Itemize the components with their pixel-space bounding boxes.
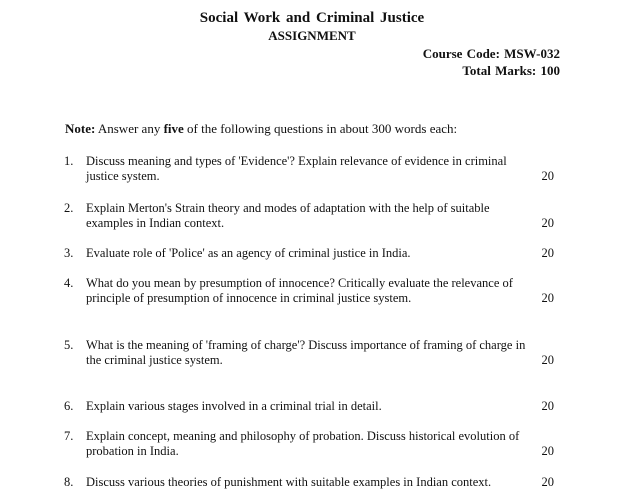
question-marks: 20	[541, 216, 554, 230]
question-item	[64, 399, 554, 414]
question-item	[64, 201, 554, 231]
course-code: Course Code: MSW-032	[422, 46, 560, 61]
question-item	[64, 475, 554, 490]
question-number: 1.	[64, 154, 74, 168]
question-number: 8.	[64, 475, 74, 489]
question-text: What do you mean by presumption of innocence? Critically evaluate the relevance of principle of presumption of innocence in criminal justice system.	[86, 276, 513, 305]
instructions-note	[65, 121, 457, 137]
question-text: Explain Merton's Strain theory and modes of adaptation with the help of suitable examples in Indian context.	[86, 201, 490, 230]
note-text-post: of the following questions in about 300 words each:	[183, 121, 458, 136]
question-marks: 20	[541, 353, 554, 367]
question-number: 2.	[64, 201, 74, 215]
question-number: 3.	[64, 246, 74, 260]
note-label: Note:	[65, 121, 96, 136]
question-marks: 20	[541, 444, 554, 458]
question-text: Discuss various theories of punishment with suitable examples in Indian context.	[86, 475, 492, 489]
page-subtitle: ASSIGNMENT	[268, 28, 356, 43]
question-item	[64, 154, 554, 184]
question-marks: 20	[541, 246, 554, 260]
page-title: Social Work and Criminal Justice	[199, 10, 425, 26]
question-text: Evaluate role of 'Police' as an agency of criminal justice in India.	[86, 246, 411, 260]
question-marks: 20	[541, 291, 554, 305]
question-item	[64, 276, 554, 306]
question-text: Explain various stages involved in a criminal trial in detail.	[86, 399, 382, 413]
question-text: What is the meaning of 'framing of charge'? Discuss importance of framing of charge in the criminal justice system.	[86, 338, 526, 367]
total-marks: Total Marks: 100	[462, 63, 560, 78]
note-text-pre: Answer any	[95, 121, 164, 136]
question-marks: 20	[541, 475, 554, 489]
question-item	[64, 429, 554, 459]
question-number: 6.	[64, 399, 74, 413]
question-item	[64, 246, 554, 261]
question-text: Discuss meaning and types of 'Evidence'? Explain relevance of evidence in criminal justice system.	[86, 154, 507, 183]
question-item	[64, 338, 554, 368]
question-marks: 20	[541, 399, 554, 413]
question-number: 5.	[64, 338, 74, 352]
question-number: 4.	[64, 276, 74, 290]
question-number: 7.	[64, 429, 74, 443]
question-text: Explain concept, meaning and philosophy of probation. Discuss historical evolution of probation in India.	[86, 429, 520, 458]
note-emphasis: five	[163, 121, 184, 136]
question-marks: 20	[541, 169, 554, 183]
